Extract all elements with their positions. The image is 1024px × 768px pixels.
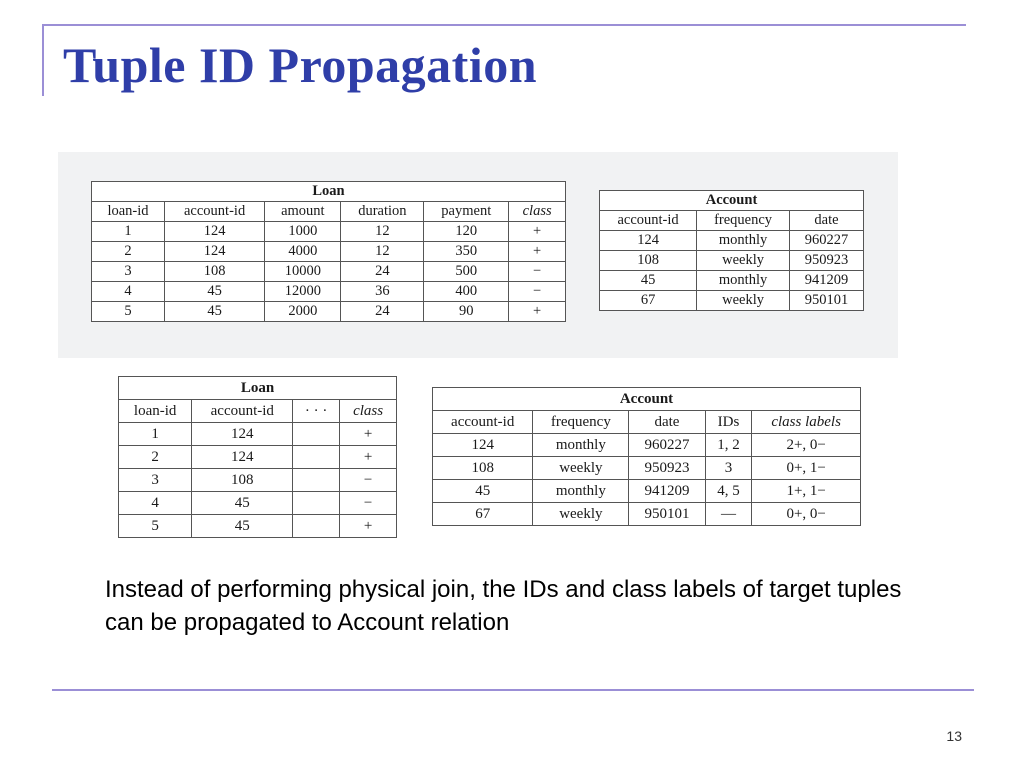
column-header: account-id <box>600 211 697 231</box>
table-cell: 36 <box>341 282 424 302</box>
table-cell: weekly <box>697 291 790 311</box>
table-row <box>433 503 861 526</box>
table-cell: 4 <box>92 282 165 302</box>
table-cell: + <box>340 515 397 538</box>
table-cell: 24 <box>341 302 424 322</box>
loan-table-full <box>91 181 566 322</box>
table-cell: 950923 <box>629 457 705 480</box>
table-cell: − <box>509 262 566 282</box>
page-number: 13 <box>946 728 962 744</box>
table-row <box>433 434 861 457</box>
table-cell: weekly <box>533 457 629 480</box>
column-header: account-id <box>433 411 533 434</box>
table-row <box>600 291 864 311</box>
table-cell: − <box>340 469 397 492</box>
column-header: frequency <box>697 211 790 231</box>
table-cell: 1+, 1− <box>752 480 861 503</box>
table-row <box>119 492 397 515</box>
table-cell: 960227 <box>790 231 864 251</box>
table-cell: 950101 <box>629 503 705 526</box>
table-cell: monthly <box>697 271 790 291</box>
table-row <box>119 469 397 492</box>
table-caption: Account <box>433 388 861 411</box>
table-cell: 124 <box>600 231 697 251</box>
loan-table-short <box>118 376 397 538</box>
table-cell: monthly <box>697 231 790 251</box>
table-cell <box>293 469 340 492</box>
table-cell: 0+, 0− <box>752 503 861 526</box>
column-header: loan-id <box>92 202 165 222</box>
account-table-full <box>599 190 864 311</box>
table-row <box>92 222 566 242</box>
table-row <box>433 457 861 480</box>
table-cell: 108 <box>192 469 293 492</box>
table-cell <box>293 423 340 446</box>
column-header: loan-id <box>119 400 192 423</box>
table-cell: + <box>509 222 566 242</box>
table-cell: 124 <box>165 242 265 262</box>
table-cell: weekly <box>533 503 629 526</box>
table-cell: 120 <box>424 222 509 242</box>
top-rule <box>42 24 966 26</box>
table-cell: 4 <box>119 492 192 515</box>
table-caption: Account <box>600 191 864 211</box>
column-header: account-id <box>165 202 265 222</box>
table-cell: − <box>340 492 397 515</box>
table-cell: 941209 <box>790 271 864 291</box>
table-cell: 108 <box>433 457 533 480</box>
table-cell: 1000 <box>265 222 341 242</box>
column-header: account-id <box>192 400 293 423</box>
table-row <box>119 423 397 446</box>
table-cell: 5 <box>119 515 192 538</box>
table-row <box>433 480 861 503</box>
table-cell: 45 <box>433 480 533 503</box>
table-cell: 2 <box>92 242 165 262</box>
column-header: duration <box>341 202 424 222</box>
table-row <box>119 515 397 538</box>
table-cell <box>293 446 340 469</box>
table-cell: 950101 <box>790 291 864 311</box>
column-header: frequency <box>533 411 629 434</box>
slide-body-text: Instead of performing physical join, the IDs and class labels of target tuples can be propagated to Account relation <box>105 576 902 636</box>
table-cell: 124 <box>192 446 293 469</box>
table-cell: 1, 2 <box>705 434 752 457</box>
table-cell: 124 <box>165 222 265 242</box>
table-cell: monthly <box>533 434 629 457</box>
table-cell: 24 <box>341 262 424 282</box>
table-cell: 90 <box>424 302 509 322</box>
table-row <box>600 231 864 251</box>
left-rule <box>42 24 44 96</box>
table-cell: 12 <box>341 242 424 262</box>
table-cell: 4, 5 <box>705 480 752 503</box>
table-cell: 45 <box>192 515 293 538</box>
column-header: · · · <box>293 400 340 423</box>
table-cell: − <box>509 282 566 302</box>
table-cell: 45 <box>192 492 293 515</box>
table-cell: 124 <box>192 423 293 446</box>
column-header: class labels <box>752 411 861 434</box>
table-row <box>600 271 864 291</box>
table-cell: 1 <box>119 423 192 446</box>
table-cell: 1 <box>92 222 165 242</box>
table-cell: 3 <box>705 457 752 480</box>
table-cell: 5 <box>92 302 165 322</box>
table-cell: 2+, 0− <box>752 434 861 457</box>
table-cell: 3 <box>119 469 192 492</box>
table-cell: + <box>340 446 397 469</box>
table-cell: 45 <box>165 282 265 302</box>
table-cell: 2000 <box>265 302 341 322</box>
table-cell: 3 <box>92 262 165 282</box>
table-cell: + <box>340 423 397 446</box>
table-cell: 108 <box>600 251 697 271</box>
table-cell: 500 <box>424 262 509 282</box>
table-cell: 12000 <box>265 282 341 302</box>
table-row <box>119 446 397 469</box>
table-row <box>92 242 566 262</box>
table-cell: 10000 <box>265 262 341 282</box>
table-cell: 45 <box>165 302 265 322</box>
column-header: class <box>340 400 397 423</box>
table-row <box>92 262 566 282</box>
table-cell <box>293 515 340 538</box>
table-cell: + <box>509 242 566 262</box>
table-cell: 941209 <box>629 480 705 503</box>
column-header: payment <box>424 202 509 222</box>
table-cell: 950923 <box>790 251 864 271</box>
table-cell: 400 <box>424 282 509 302</box>
table-cell: 67 <box>600 291 697 311</box>
account-table-propagated <box>432 387 861 526</box>
table-cell: 45 <box>600 271 697 291</box>
column-header: class <box>509 202 566 222</box>
table-cell: 960227 <box>629 434 705 457</box>
table-caption: Loan <box>92 182 566 202</box>
table-cell: — <box>705 503 752 526</box>
column-header: date <box>790 211 864 231</box>
table-cell: 4000 <box>265 242 341 262</box>
table-cell: weekly <box>697 251 790 271</box>
table-cell: + <box>509 302 566 322</box>
slide-title: Tuple ID Propagation <box>63 37 538 93</box>
table-row <box>92 302 566 322</box>
table-cell: monthly <box>533 480 629 503</box>
column-header: date <box>629 411 705 434</box>
table-cell: 2 <box>119 446 192 469</box>
table-cell: 67 <box>433 503 533 526</box>
table-row <box>600 251 864 271</box>
table-cell: 350 <box>424 242 509 262</box>
table-cell <box>293 492 340 515</box>
table-cell: 0+, 1− <box>752 457 861 480</box>
table-caption: Loan <box>119 377 397 400</box>
column-header: IDs <box>705 411 752 434</box>
table-cell: 124 <box>433 434 533 457</box>
table-cell: 108 <box>165 262 265 282</box>
table-cell: 12 <box>341 222 424 242</box>
column-header: amount <box>265 202 341 222</box>
bottom-rule <box>52 689 974 691</box>
table-row <box>92 282 566 302</box>
